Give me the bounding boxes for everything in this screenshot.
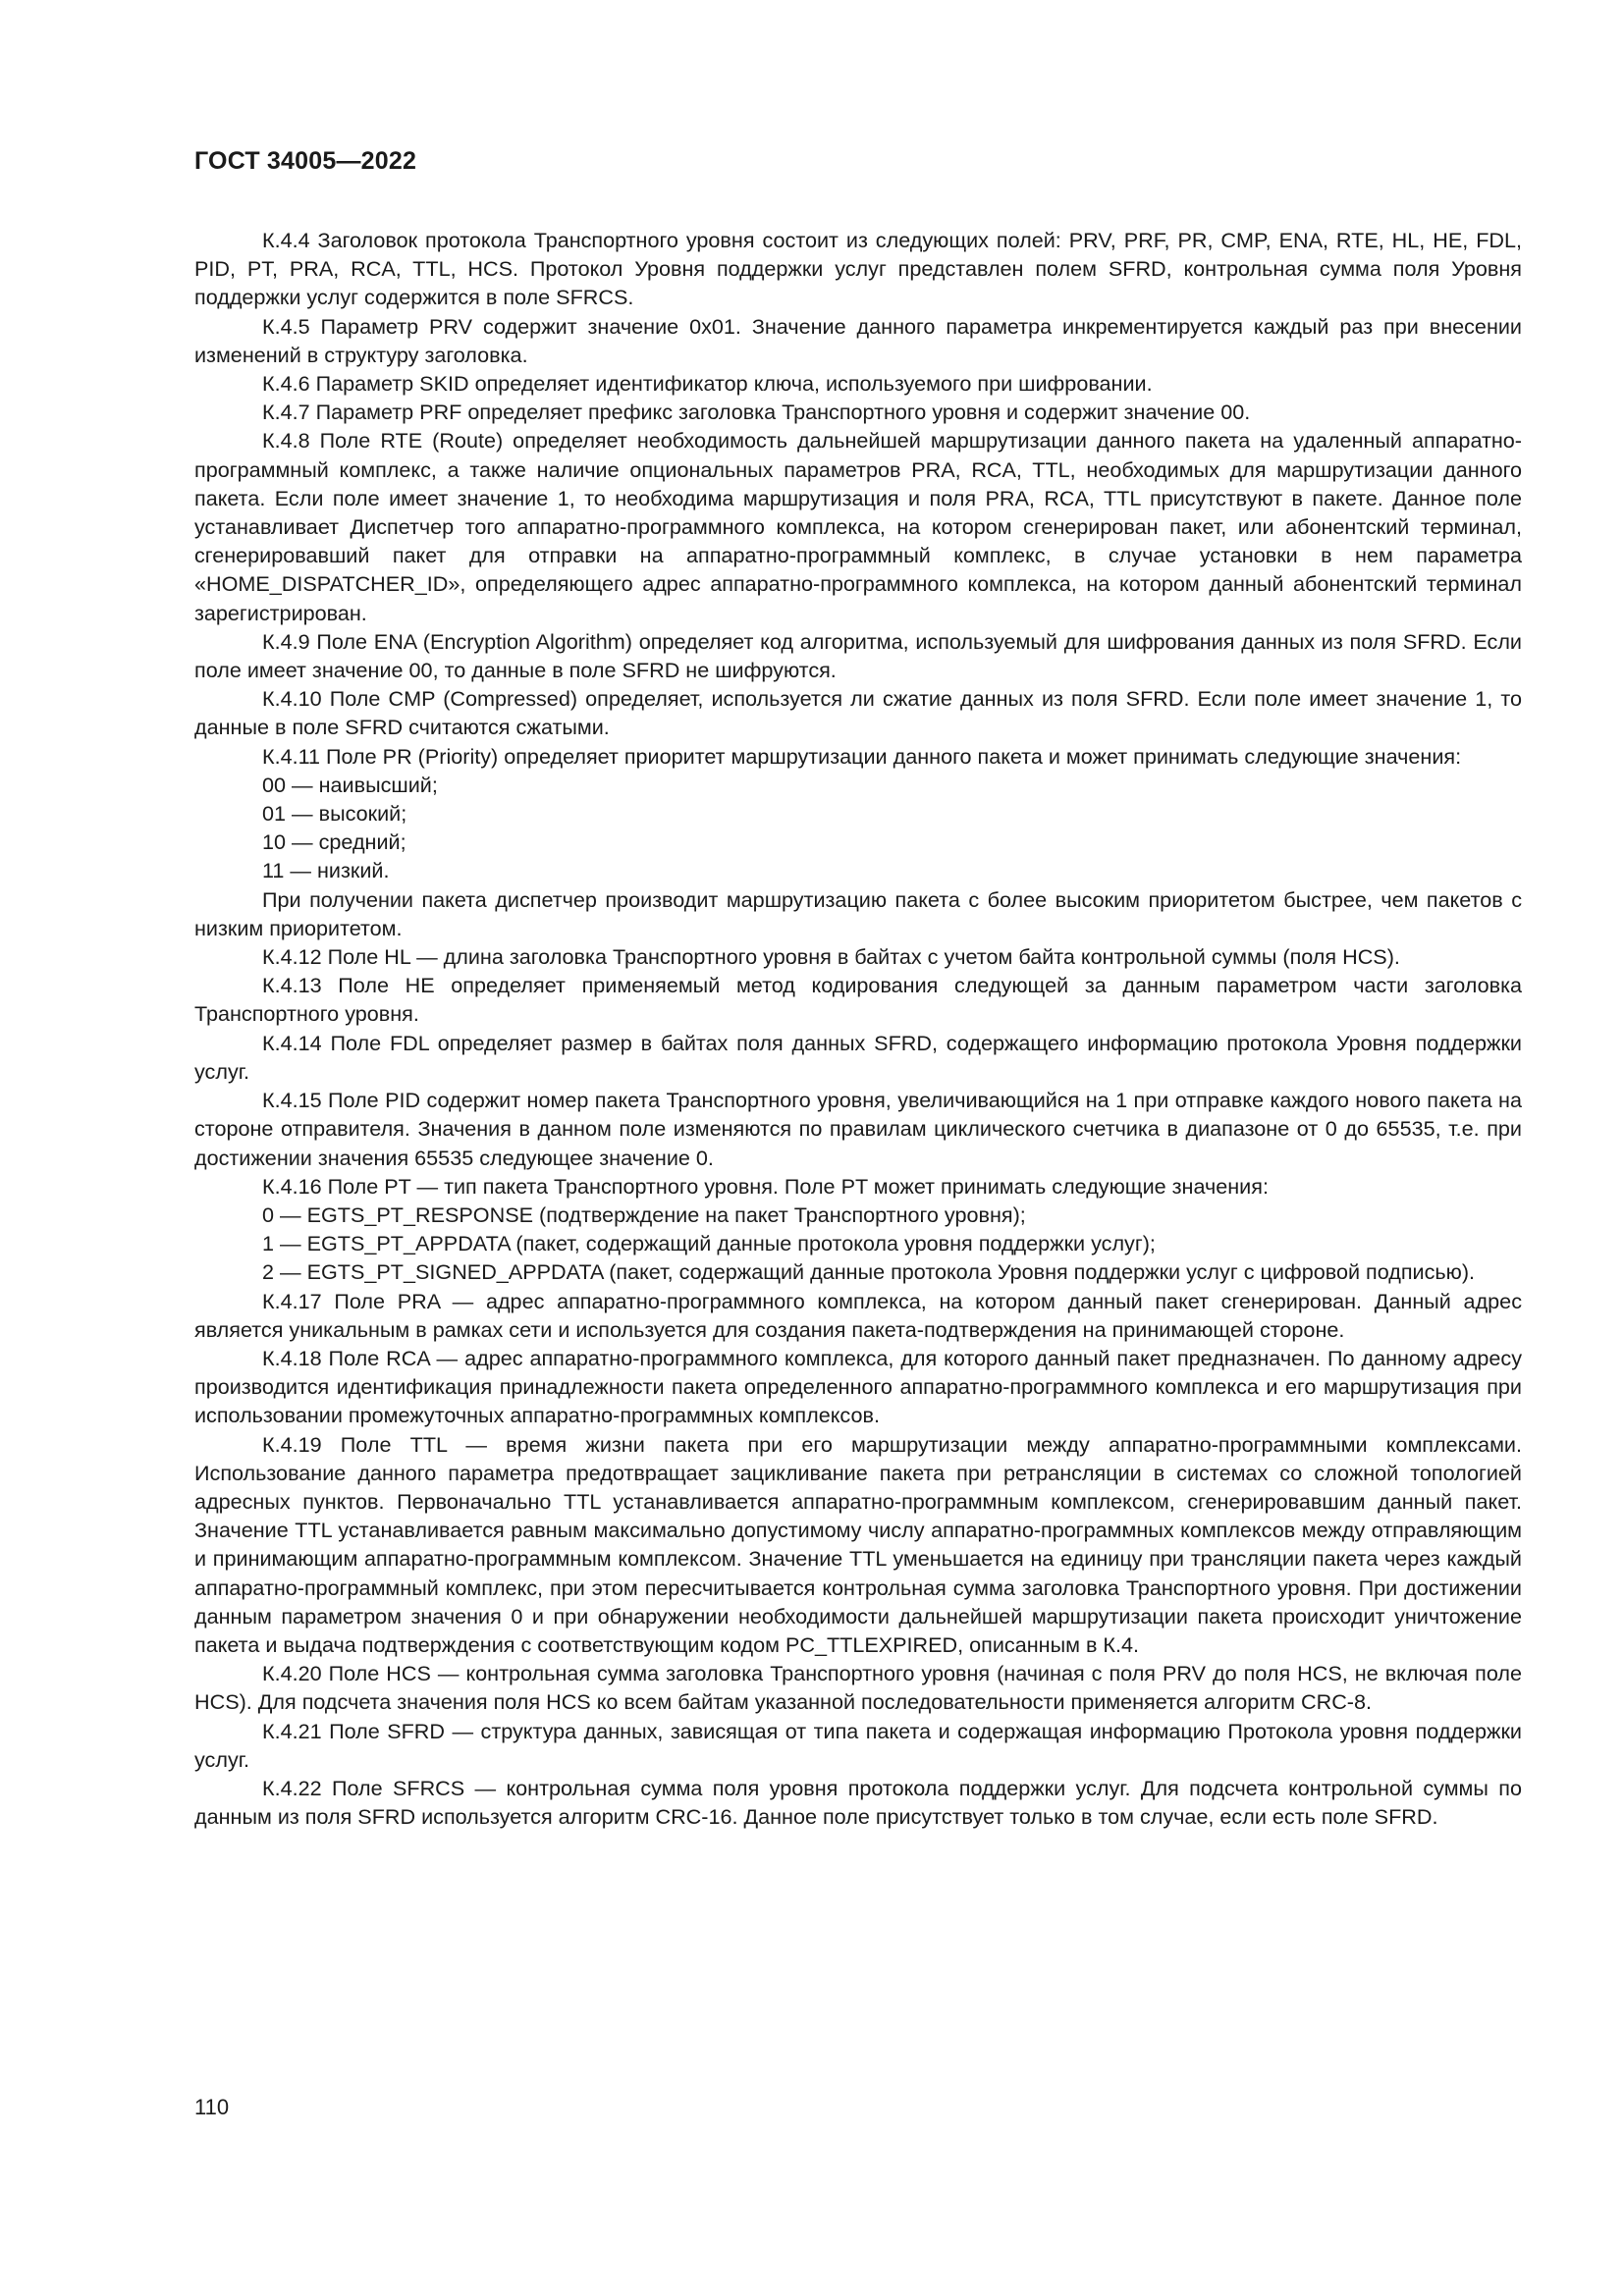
paragraph-k-4-22: К.4.22 Поле SFRCS — контрольная сумма поля уровня протокола поддержки услуг. Для подсчета контрольной суммы по данным из поля SFRD используется алгоритм CRC-16. Данное поле присутствует только в том случае, если есть поле SFRD. bbox=[194, 1775, 1522, 1830]
list-item-packet-type: 1 — EGTS_PT_APPDATA (пакет, содержащий данные протокола уровня поддержки услуг); bbox=[262, 1231, 1156, 1256]
paragraph-k-4-8: К.4.8 Поле RTE (Route) определяет необходимость дальнейшей маршрутизации данного пакета на удаленный аппаратно-программный комплекс, а также наличие опциональных параметров PRA, RCA, TTL, необходимых для маршрутизации данного пакета. Если поле имеет значение 1, то необходима маршрутизация и поля PRA, RCA, TTL присутствуют в пакете. Данное поле устанавливает Диспетчер того аппаратно-программного комплекса, на котором сгенерирован пакет, или абонентский терминал, сгенерировавший пакет для отправки на аппаратно-программный комплекс, в случае установки в нем параметра «HOME_DISPATCHER_ID», определяющего адрес аппаратно-программного комплекса, на котором данный абонентский терминал зарегистрирован. bbox=[194, 428, 1522, 625]
paragraph-k-4-18: К.4.18 Поле RCA — адрес аппаратно-программного комплекса, для которого данный пакет предназначен. По данному адресу производится идентификация принадлежности пакета определенного аппаратно-программного комплекса и его маршрутизация при использовании промежуточных аппаратно-программных комплексов. bbox=[194, 1345, 1522, 1428]
paragraph-k-4-16: К.4.16 Поле PT — тип пакета Транспортного уровня. Поле PT может принимать следующие значения: bbox=[262, 1173, 1269, 1199]
paragraph-k-4-5: К.4.5 Параметр PRV содержит значение 0х01. Значение данного параметра инкрементируется каждый раз при внесении изменений в структуру заголовка. bbox=[194, 313, 1522, 367]
paragraph-k-4-4: К.4.4 Заголовок протокола Транспортного уровня состоит из следующих полей: PRV, PRF, PR, CMP, ENA, RTE, HL, HE, FDL, PID, PT, PRA, RCA, TTL, HCS. Протокол Уровня поддержки услуг представлен полем SFRD, контрольная сумма поля Уровня поддержки услуг содержится в поле SFRCS. bbox=[194, 228, 1522, 310]
list-item-packet-type: 2 — EGTS_PT_SIGNED_APPDATA (пакет, содержащий данные протокола Уровня поддержки услуг с цифровой подписью). bbox=[262, 1259, 1476, 1285]
paragraph-k-4-14: К.4.14 Поле FDL определяет размер в байтах поля данных SFRD, содержащего информацию протокола Уровня поддержки услуг. bbox=[194, 1030, 1522, 1084]
list-item-priority: 10 — средний; bbox=[262, 829, 406, 855]
paragraph-k-4-20: К.4.20 Поле HCS — контрольная сумма заголовка Транспортного уровня (начиная с поля PRV до поля HCS, не включая поле HCS). Для подсчета значения поля HCS ко всем байтам указанной последовательности применяется алгоритм CRC-8. bbox=[194, 1661, 1522, 1715]
paragraph-k-4-6: К.4.6 Параметр SKID определяет идентификатор ключа, используемого при шифровании. bbox=[262, 371, 1153, 397]
paragraph-k-4-7: К.4.7 Параметр PRF определяет префикс заголовка Транспортного уровня и содержит значение 00. bbox=[262, 400, 1251, 425]
document-header: ГОСТ 34005—2022 bbox=[194, 147, 417, 175]
paragraph-k-4-11: К.4.11 Поле PR (Priority) определяет приоритет маршрутизации данного пакета и может принимать следующие значения: bbox=[262, 743, 1462, 769]
list-item-priority: 11 — низкий. bbox=[262, 858, 390, 883]
paragraph-k-4-13: К.4.13 Поле HE определяет применяемый метод кодирования следующей за данным параметром части заголовка Транспортного уровня. bbox=[194, 973, 1522, 1027]
paragraph-k-4-15: К.4.15 Поле PID содержит номер пакета Транспортного уровня, увеличивающийся на 1 при отправке каждого нового пакета на стороне отправителя. Значения в данном поле изменяются по правилам циклического счетчика в диапазоне от 0 до 65535, т.е. при достижении значения 65535 следующее значение 0. bbox=[194, 1088, 1522, 1170]
paragraph-priority-note: При получении пакета диспетчер производит маршрутизацию пакета с более высоким приоритетом быстрее, чем пакетов с низким приоритетом. bbox=[194, 886, 1522, 940]
paragraph-k-4-10: К.4.10 Поле CMP (Compressed) определяет, используется ли сжатие данных из поля SFRD. Если поле имеет значение 1, то данные в поле SFRD считаются сжатыми. bbox=[194, 686, 1522, 740]
page-number: 110 bbox=[194, 2095, 230, 2119]
paragraph-k-4-19: К.4.19 Поле TTL — время жизни пакета при его маршрутизации между аппаратно-программными комплексами. Использование данного параметра предотвращает зацикливание пакета при ретрансляции в системах со сложной топологией адресных пунктов. Первоначально TTL устанавливается аппаратно-программным комплексом, сгенерировавшим данный пакет. Значение TTL устанавливается равным максимально допустимому числу аппаратно-программных комплексов между отправляющим и принимающим аппаратно-программным комплексом. Значение TTL уменьшается на единицу при трансляции пакета через каждый аппаратно-программный комплекс, при этом пересчитывается контрольная сумма заголовка Транспортного уровня. При достижении данным параметром значения 0 и при обнаружении необходимости дальнейшей маршрутизации пакета происходит уничтожение пакета и выдача подтверждения с соответствующим кодом PC_TTLEXPIRED, описанным в К.4. bbox=[194, 1431, 1522, 1657]
paragraph-k-4-12: К.4.12 Поле HL — длина заголовка Транспортного уровня в байтах с учетом байта контрольной суммы (поля HCS). bbox=[262, 944, 1400, 970]
paragraph-k-4-17: К.4.17 Поле PRA — адрес аппаратно-программного комплекса, на котором данный пакет сгенерирован. Данный адрес является уникальным в рамках сети и используется для создания пакета-подтверждения на принимающей стороне. bbox=[194, 1288, 1522, 1342]
list-item-packet-type: 0 — EGTS_PT_RESPONSE (подтверждение на пакет Транспортного уровня); bbox=[262, 1201, 1026, 1227]
paragraph-k-4-9: К.4.9 Поле ENA (Encryption Algorithm) определяет код алгоритма, используемый для шифрования данных из поля SFRD. Если поле имеет значение 00, то данные в поле SFRD не шифруются. bbox=[194, 628, 1522, 683]
list-item-priority: 00 — наивысший; bbox=[262, 772, 438, 797]
document-body bbox=[194, 226, 1522, 1831]
list-item-priority: 01 — высокий; bbox=[262, 801, 407, 827]
paragraph-k-4-21: К.4.21 Поле SFRD — структура данных, зависящая от типа пакета и содержащая информацию Протокола уровня поддержки услуг. bbox=[194, 1718, 1522, 1772]
